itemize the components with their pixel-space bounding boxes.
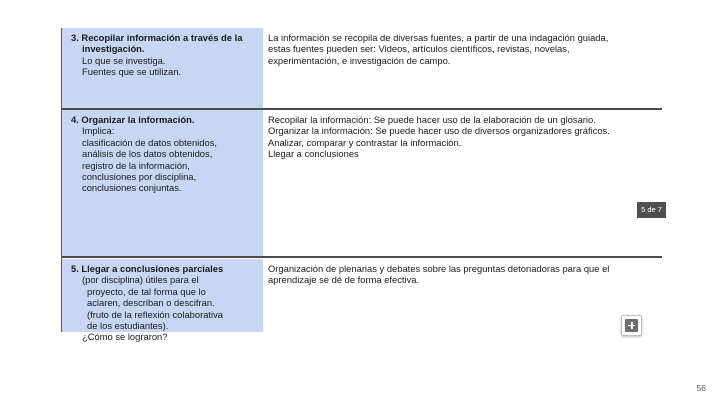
right-cell — [263, 259, 662, 332]
row-detail: Fuentes que se utilizan. — [82, 66, 182, 78]
right-cell — [263, 28, 662, 108]
row-detail: conclusiones por disciplina, — [82, 171, 197, 183]
add-button[interactable] — [621, 315, 642, 336]
description-line: estas fuentes pueden ser: Videos, artículos científicos, revistas, novelas, — [268, 43, 570, 55]
row-detail: registro de la información, — [82, 159, 190, 171]
row-detail: análisis de los datos obtenidos, — [82, 148, 213, 160]
process-table — [61, 28, 662, 343]
table-row — [62, 110, 662, 256]
row-detail: conclusiones conjuntas. — [82, 182, 182, 194]
row-detail: Implica: — [82, 125, 115, 137]
row-detail: ¿Cómo se lograron? — [82, 331, 168, 343]
description-line: Analizar, comparar y contrastar la información. — [268, 136, 462, 148]
description-line: Recopilar la información: Se puede hacer uso de la elaboración de un glosario. — [268, 114, 596, 125]
row-detail: aclaren, describan o descifran. — [87, 297, 215, 309]
description-line: Llegar a conclusiones — [268, 148, 359, 160]
left-cell — [62, 110, 263, 256]
row-detail: proyecto, de tal forma que lo — [87, 285, 206, 297]
left-cell — [62, 28, 263, 108]
description-line: Organización de plenarias y debates sobre las preguntas detonadoras para que el — [268, 263, 610, 274]
row-title: 3. Recopilar información a través de la — [71, 32, 243, 43]
row-detail: (fruto de la reflexión colaborativa — [87, 308, 224, 320]
row-detail: clasificación de datos obtenidos, — [82, 136, 217, 148]
row-detail: Lo que se investiga. — [82, 54, 166, 66]
table-row — [62, 259, 662, 343]
description-line: aprendizaje se dé de forma efectiva. — [268, 274, 420, 286]
page-indicator-badge: 5 de 7 — [637, 202, 666, 218]
plus-square-icon — [625, 319, 638, 332]
table-row — [62, 28, 662, 108]
left-cell — [62, 259, 263, 343]
row-subtitle: investigación. — [82, 43, 145, 55]
slide-number: 56 — [696, 383, 706, 393]
row-title: 5. Llegar a conclusiones parciales — [71, 263, 224, 274]
row-detail: de los estudiantes). — [87, 320, 169, 332]
row-divider — [62, 256, 662, 258]
description-line: experimentación, e investigación de campo. — [268, 54, 451, 66]
description-line: Organizar la información: Se puede hacer uso de diversos organizadores gráficos. — [268, 125, 610, 137]
description-line: La información se recopila de diversas fuentes, a partir de una indagación guiada, — [268, 32, 609, 43]
row-detail: (por disciplina) útiles para el — [82, 274, 199, 286]
right-cell — [263, 110, 662, 256]
row-title: 4. Organizar la información. — [71, 114, 195, 125]
